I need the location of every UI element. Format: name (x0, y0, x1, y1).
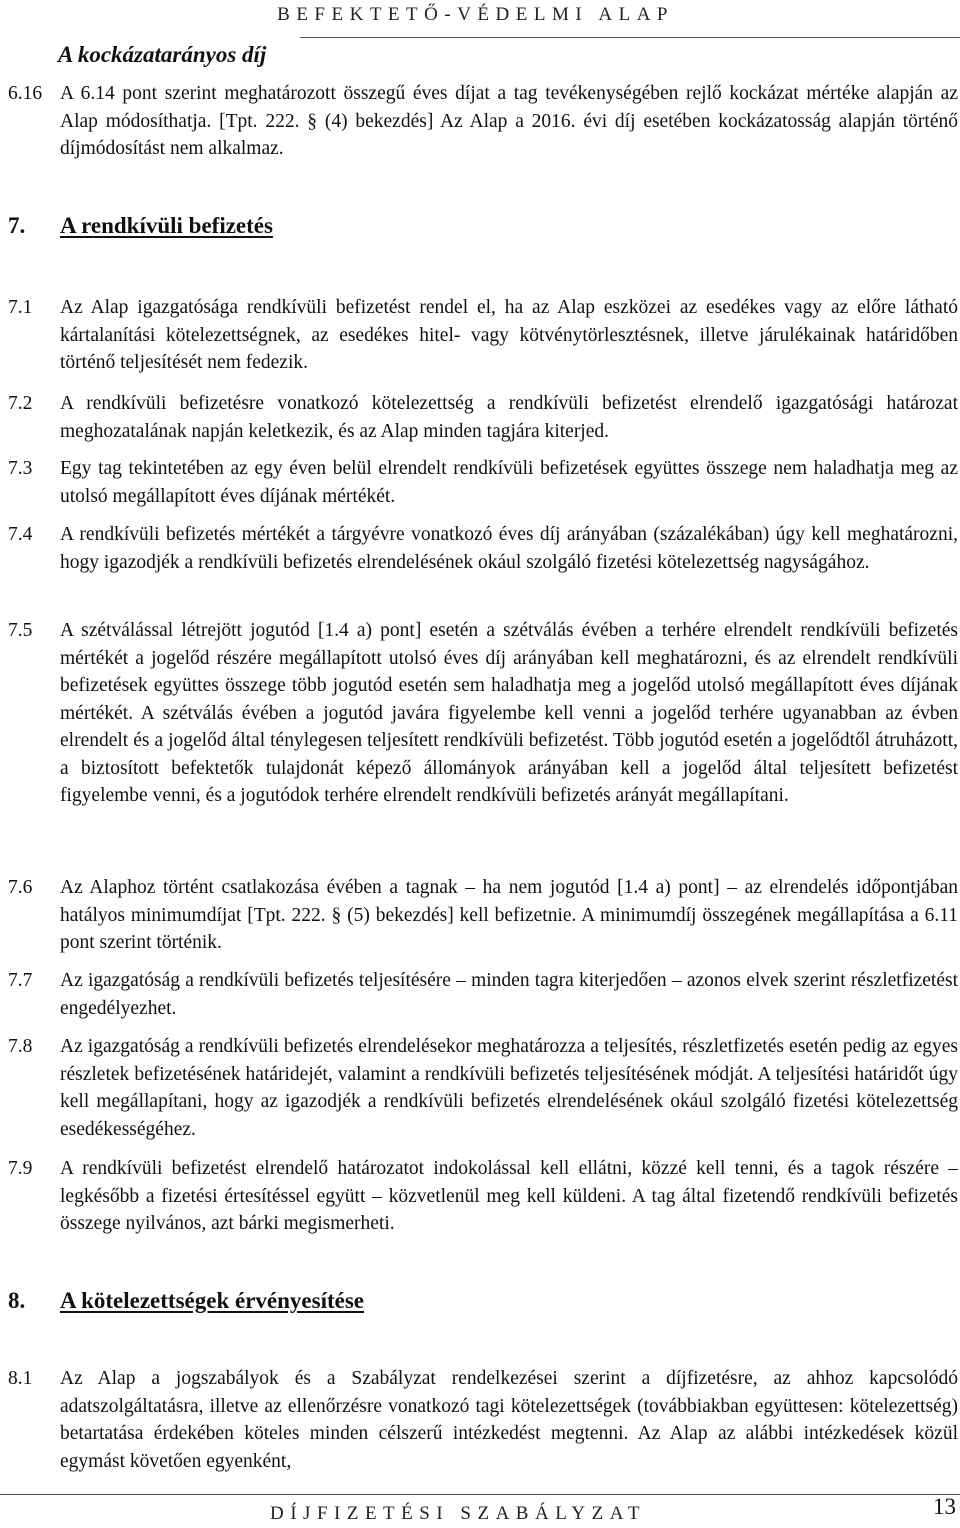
paragraph-number: 7.8 (8, 1036, 33, 1057)
paragraph-text: A rendkívüli befizetést elrendelő határozatot indokolással kell ellátni, közzé kell tenni, és a tagok részére – legkésőbb a fizetési értesítéssel együtt – közvetlenül meg kell küldeni. A tag által fizetendő rendkívüli befizetés összege nyilvános, azt bárki megismerheti. (60, 1158, 958, 1234)
header-title: BEFEKTETŐ-VÉDELMI ALAP (277, 4, 674, 25)
footer-title: DÍJFIZETÉSI SZABÁLYZAT (270, 1503, 646, 1524)
paragraph-text: Egy tag tekintetében az egy éven belül elrendelt rendkívüli befizetések együttes összege nem haladhatja meg az utolsó megállapított éves díjának mértékét. (60, 458, 958, 507)
paragraph-8-1 (8, 1365, 958, 1475)
section-number: 8. (8, 1288, 26, 1313)
paragraph-number: 7.1 (8, 297, 33, 318)
paragraph-number: 7.7 (8, 970, 33, 991)
page-number: 13 (933, 1494, 956, 1519)
paragraph-number: 7.6 (8, 877, 33, 898)
paragraph-text: Az igazgatóság a rendkívüli befizetés teljesítésére – minden tagra kiterjedően – azonos elvek szerint részletfizetést engedélyezhet. (60, 970, 958, 1019)
paragraph-7-6 (8, 874, 958, 957)
section-heading-8 (8, 1288, 364, 1314)
paragraph-text: A rendkívüli befizetésre vonatkozó kötelezettség a rendkívüli befizetést elrendelő igazgatósági határozat meghozatalának napján keletkezik, és az Alap minden tagjára kiterjed. (60, 393, 958, 442)
paragraph-text: A szétválással létrejött jogutód [1.4 a) pont] esetén a szétválás évében a terhére elrendelt rendkívüli befizetés mértékét a jogelőd részére megállapított utolsó éves díj arányában kell meghatározni, és az elrendelt rendkívüli befizetések együttes összege több jogutód esetén sem haladhatja meg a jogelőd utolsó megállapított éves díjának mértékét. A szétválás évében a jogutód javára figyelembe kell venni a jogelőd terhére ugyanabban az évben elrendelt és a jogelőd által ténylegesen teljesített rendkívüli befizetést. Több jogutód esetén a jogelődtől átruházott, a biztosított befektetők tulajdonát képező állományok arányában kell a jogelőd által teljesített befizetést figyelembe venni, és a jogutódok terhére elrendelt rendkívüli befizetés arányát megállapítani. (60, 620, 958, 806)
section-number: 7. (8, 213, 26, 238)
paragraph-7-1 (8, 294, 958, 377)
paragraph-number: 7.2 (8, 393, 33, 414)
section-title: A rendkívüli befizetés (60, 213, 273, 238)
paragraph-text: Az Alap a jogszabályok és a Szabályzat rendelkezései szerint a díjfizetésre, az ahhoz kapcsolódó adatszolgáltatásra, illetve az ellenőrzésre vonatkozó tagi kötelezettségek (továbbiakban együttesen: kötelezettség) betartatása érdekében köteles minden célszerű intézkedést megtenni. Az Alap az alábbi intézkedések közül egymást követően egyenként, (60, 1368, 958, 1472)
section-title: A kötelezettségek érvényesítése (60, 1288, 364, 1313)
paragraph-number: 8.1 (8, 1368, 33, 1389)
paragraph-number: 7.5 (8, 620, 33, 641)
paragraph-7-5 (8, 617, 958, 810)
paragraph-text: A 6.14 pont szerint meghatározott összegű éves díjat a tag tevékenységében rejlő kockázat mértéke alapján az Alap módosíthatja. [Tpt. 222. § (4) bekezdés] Az Alap a 2016. évi díj esetében kockázatosság alapján történő díjmódosítást nem alkalmaz. (60, 83, 958, 159)
paragraph-number: 7.9 (8, 1158, 33, 1179)
paragraph-7-9 (8, 1155, 958, 1238)
footer-rule (0, 1494, 960, 1495)
paragraph-text: Az igazgatóság a rendkívüli befizetés elrendelésekor meghatározza a teljesítés, részletfizetés esetén pedig az egyes részletek befizetésének határidejét, valamint a rendkívüli befizetés teljesítésének módját. A teljesítési határidőt úgy kell megállapítani, hogy az igazodjék a rendkívüli befizetés elrendelésének okául szolgáló fizetési kötelezettség esedékességéhez. (60, 1036, 958, 1140)
paragraph-text: A rendkívüli befizetés mértékét a tárgyévre vonatkozó éves díj arányában (százalékában) úgy kell meghatározni, hogy igazodjék a rendkívüli befizetés elrendelésének okául szolgáló fizetési kötelezettség nagyságához. (60, 524, 958, 573)
paragraph-7-2 (8, 390, 958, 445)
paragraph-7-3 (8, 455, 958, 510)
section-heading-7 (8, 213, 273, 239)
paragraph-number: 7.4 (8, 524, 33, 545)
paragraph-text: Az Alap igazgatósága rendkívüli befizetést rendel el, ha az Alap eszközei az esedékes vagy az előre látható kártalanítási kötelezettségnek, az esedékes hitel- vagy kötvénytörlesztésnek, illetve járulékainak határidőben történő teljesítését nem fedezik. (60, 297, 958, 373)
paragraph-7-8 (8, 1033, 958, 1143)
header-rule (300, 37, 960, 38)
subsection-title: A kockázatarányos díj (58, 42, 267, 67)
paragraph-number: 7.3 (8, 458, 33, 479)
paragraph-6-16 (8, 80, 958, 163)
paragraph-7-4 (8, 521, 958, 576)
paragraph-7-7 (8, 967, 958, 1022)
paragraph-number: 6.16 (8, 83, 43, 104)
paragraph-text: Az Alaphoz történt csatlakozása évében a tagnak – ha nem jogutód [1.4 a) pont] – az elrendelés időpontjában hatályos minimumdíjat [Tpt. 222. § (5) bekezdés] kell befizetnie. A minimumdíj összegének megállapítása a 6.11 pont szerint történik. (60, 877, 958, 953)
